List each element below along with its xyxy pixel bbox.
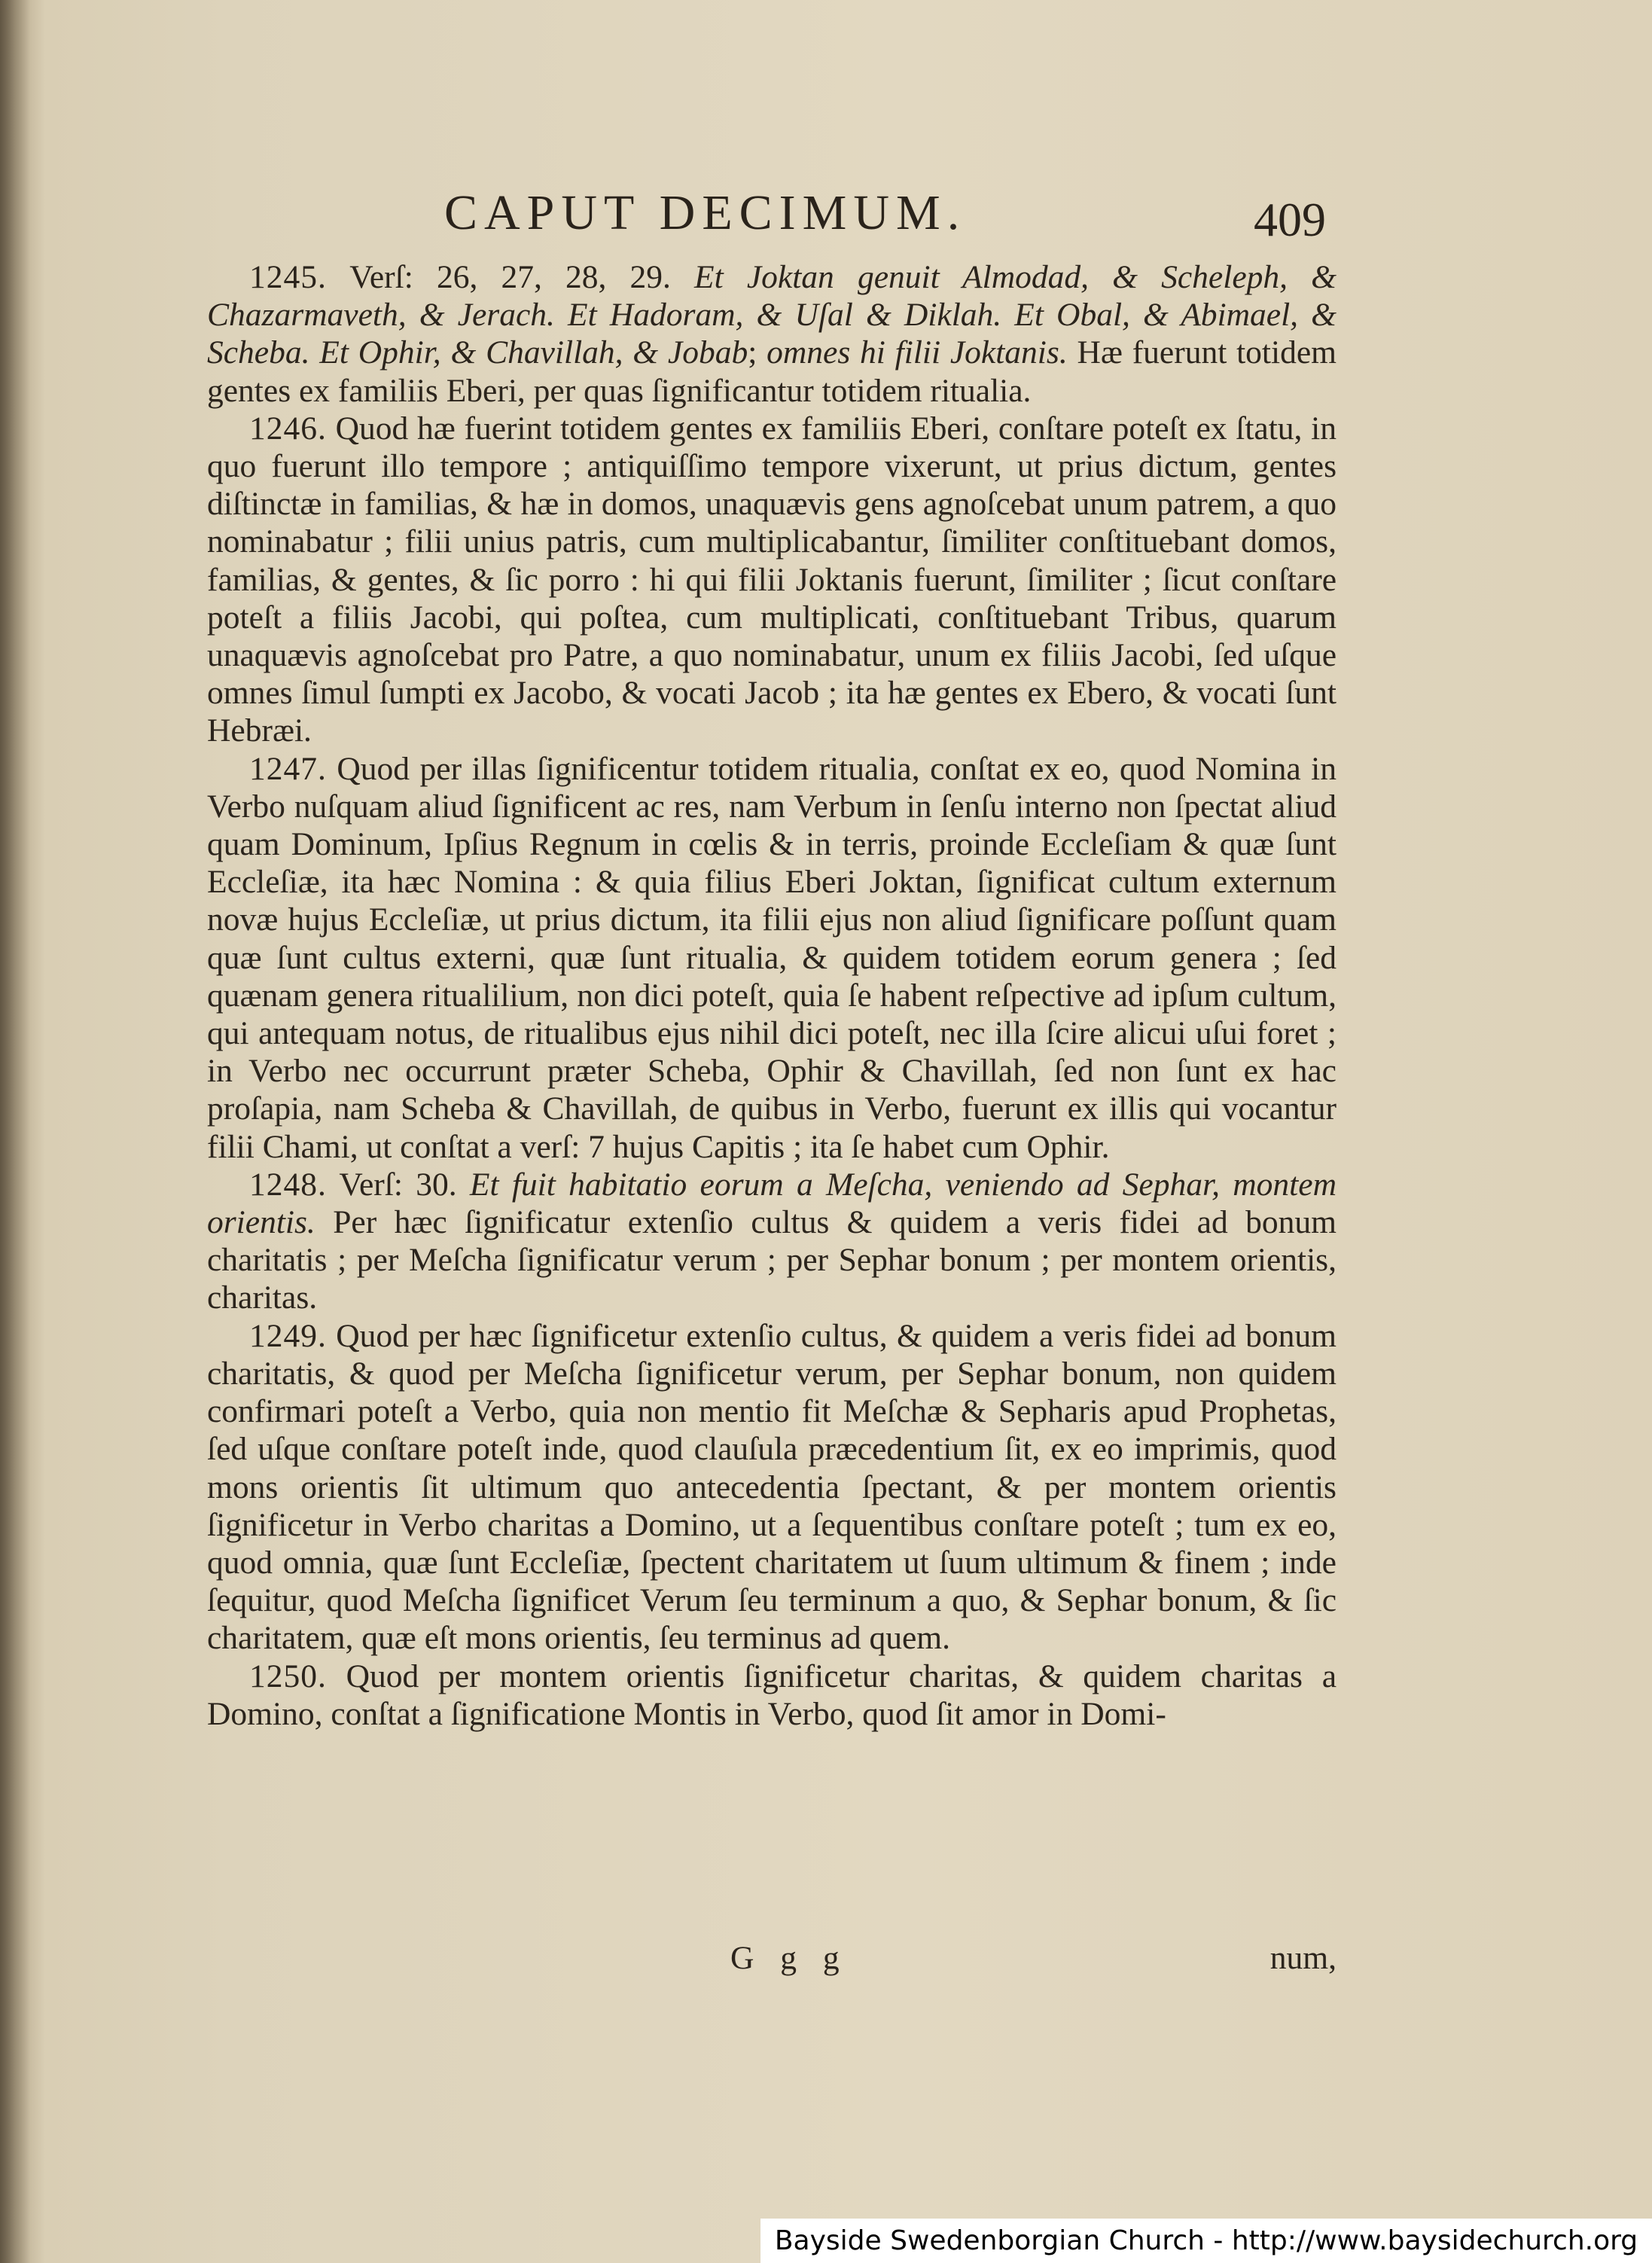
- paragraph: [207, 410, 1337, 750]
- text-run: Quod per montem orientis ſignificetur charitas, & quidem charitas a Domino, conſtat a ſignificatione Montis in Verbo, quod ſit amor in Domi-: [207, 1658, 1337, 1732]
- page-footer: [207, 1939, 1337, 1981]
- paragraph: [207, 1658, 1337, 1733]
- scripture-quote: Et fuit habitatio eorum a Meſcha, veniendo ad Sephar, montem orientis.: [207, 1166, 1337, 1241]
- text-run: Hæ fuerunt totidem gentes ex familiis Eberi, per quas ſignificantur totidem ritualia.: [207, 334, 1337, 409]
- website-watermark[interactable]: Bayside Swedenborgian Church - http://www.baysidechurch.org: [760, 2219, 1652, 2263]
- text-run: Quod per hæc ſignificetur extenſio cultus, & quidem a veris fidei ad bonum charitatis, & quod per Meſcha ſignificetur verum, per Sephar bonum, non quidem confirmari poteſt a Verbo, quia non mentio fit Meſchæ & Sepharis apud Prophetas, ſed uſque conſtare poteſt inde, quod clauſula præcedentium ſit, ex eo imprimis, quod mons orientis ſit ultimum quo antecedentia ſpectant, & per montem orientis ſignificetur in Verbo charitas a Domino, ut a ſequentibus conſtare poteſt ; tum ex eo, quod omnia, quæ ſunt Eccleſiæ, ſpectent charitatem ut ſuum ultimum & finem ; inde ſequitur, quod Meſcha ſignificet Verum ſeu terminum a quo, & Sephar bonum, & ſic charitatem, quæ eſt mons orientis, ſeu terminus ad quem.: [207, 1317, 1337, 1657]
- text-run: Quod hæ fuerint totidem gentes ex familiis Eberi, conſtare poteſt ex ſtatu, in quo fuerunt illo tempore ; antiquiſſimo tempore vixerunt, ut prius dictum, gentes diſtinctæ in familias, & hæ in domos, unaquævis gens agnoſcebat unum patrem, a quo nominabatur ; filii unius patris, cum multiplicabantur, ſimiliter conſtituebant domos, familias, & gentes, & ſic porro : hi qui filii Joktanis fuerunt, ſimiliter ; ſicut conſtare poteſt a filiis Jacobi, qui poſtea, cum multiplicati, conſtituebant Tribus, quarum unaquævis agnoſcebat pro Patre, a quo nominabatur, unum ex filiis Jacobi, ſed uſque omnes ſimul ſumpti ex Jacobo, & vocati Jacob ; ita hæ gentes ex Ebero, & vocati ſunt Hebræi.: [207, 410, 1337, 749]
- body-text: [207, 258, 1337, 1733]
- text-run: Verſ: 30.: [326, 1166, 470, 1203]
- text-run: Per hæc ſignificatur extenſio cultus & quidem a veris fidei ad bonum charitatis ; per Meſcha ſignificatur verum ; per Sephar bonum ; per montem orientis, charitas.: [207, 1204, 1337, 1316]
- page-header: [437, 185, 1340, 252]
- paragraph-number: 1246.: [249, 410, 327, 447]
- page-number: 409: [1254, 193, 1326, 246]
- text-run: Quod per illas ſignificentur totidem ritualia, conſtat ex eo, quod Nomina in Verbo nuſquam aliud ſignificent ac res, nam Verbum in ſenſu interno non ſpectat aliud quam Dominum, Ipſius Regnum in cœlis & in terris, proinde Eccleſiam & quæ ſunt Eccleſiæ, ita hæc Nomina : & quia filius Eberi Joktan, ſignificat cultum externum novæ hujus Eccleſiæ, ut prius dictum, ita filii ejus non aliud ſignificare poſſunt quam quæ ſunt cultus externi, quæ ſunt ritualia, & quidem totidem eorum genera ; ſed quænam genera ritualilium, non dici poteſt, quia ſe habent reſpective ad ipſum cultum, qui antequam notus, de ritualibus ejus nihil dici poteſt, nec illa ſcire alicui uſui foret ; in Verbo nec occurrunt præter Scheba, Ophir & Chavillah, ſed non ſunt ex hac proſapia, nam Scheba & Chavillah, de quibus in Verbo, fuerunt ex illis qui vocantur filii Chami, ut conſtat a verſ: 7 hujus Capitis ; ita ſe habet cum Ophir.: [207, 750, 1337, 1165]
- signature-mark: G g g: [730, 1940, 849, 1976]
- text-run: ;: [748, 334, 767, 371]
- paragraph: [207, 258, 1337, 410]
- paragraph: [207, 1317, 1337, 1658]
- paragraph-number: 1245.: [249, 259, 327, 295]
- paragraph: [207, 750, 1337, 1166]
- paragraph-number: 1248.: [249, 1166, 327, 1203]
- catchword: num,: [1269, 1940, 1337, 1976]
- scripture-quote: Et Joktan genuit Almodad, & Scheleph, & Chazarmaveth, & Jerach. Et Hadoram, & Uſal & Diklah. Et Obal, & Abimael, & Scheba. Et Ophir, & Chavillah, & Jobab: [207, 259, 1337, 371]
- paragraph-number: 1247.: [249, 750, 327, 787]
- paragraph-number: 1250.: [249, 1658, 327, 1694]
- gutter-shadow: [0, 0, 30, 2263]
- running-title: CAPUT DECIMUM.: [444, 185, 967, 240]
- paragraph-number: 1249.: [249, 1317, 327, 1354]
- text-run: Verſ: 26, 27, 28, 29.: [326, 259, 695, 295]
- paragraph: [207, 1166, 1337, 1317]
- scripture-quote: omnes hi filii Joktanis.: [767, 334, 1068, 371]
